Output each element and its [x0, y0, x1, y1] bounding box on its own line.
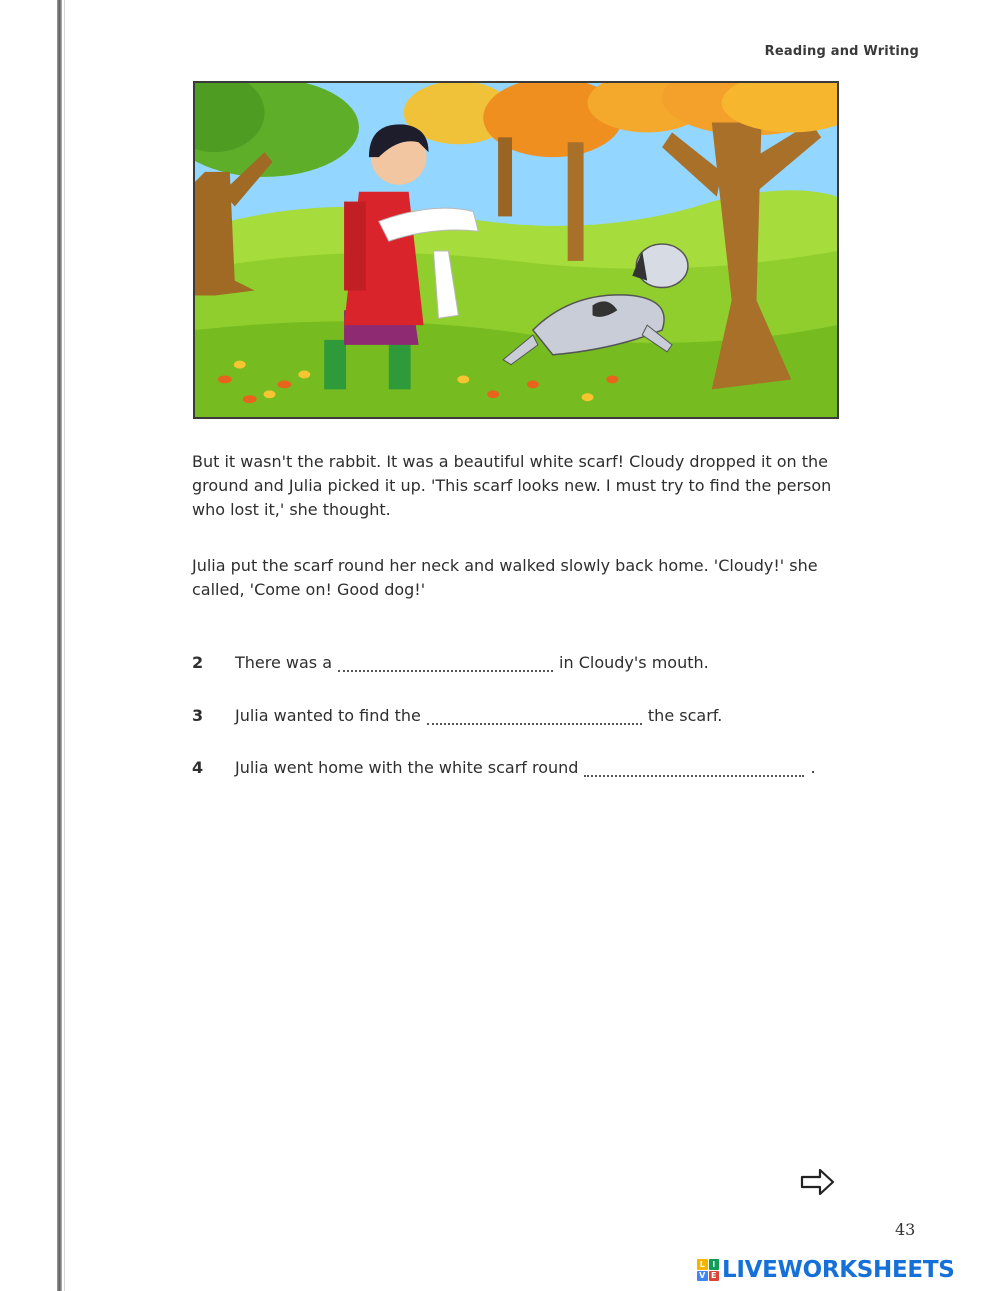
story-paragraph-1: But it wasn't the rabbit. It was a beautiful white scarf! Cloudy dropped it on the ground and Julia picked it up. 'This scarf looks new. I must try to find the person who lost it,' she thought.: [192, 452, 832, 519]
question-text-before: There was a: [235, 653, 333, 672]
question-text-before: Julia went home with the white scarf round: [235, 758, 579, 777]
logo-letter-v: V: [697, 1271, 708, 1282]
question-number: 4: [192, 758, 204, 777]
question-text-before: Julia wanted to find the: [235, 706, 421, 725]
logo-letter-e: E: [709, 1271, 720, 1282]
answer-input-3[interactable]: [427, 709, 642, 725]
question-2: [192, 651, 852, 675]
question-number: 3: [192, 706, 204, 725]
liveworksheets-icon: [697, 1259, 719, 1281]
logo-letter-i: I: [709, 1259, 720, 1270]
question-text-after: the scarf.: [647, 706, 723, 725]
park-scene-illustration: [193, 81, 839, 419]
liveworksheets-logo[interactable]: [697, 1256, 954, 1284]
page-binding-shadow: [57, 0, 62, 1291]
answer-input-2[interactable]: [338, 656, 553, 672]
arrow-right-icon[interactable]: [800, 1167, 836, 1197]
question-number: 2: [192, 653, 204, 672]
page-number: 43: [895, 1220, 916, 1239]
page-binding-highlight: [64, 0, 65, 1291]
question-4: [192, 756, 852, 780]
question-text-after: .: [810, 758, 816, 777]
question-3: [192, 704, 852, 728]
question-text-after: in Cloudy's mouth.: [559, 653, 709, 672]
answer-input-4[interactable]: [584, 761, 804, 777]
logo-letter-l: L: [697, 1259, 708, 1270]
story-paragraph-2: Julia put the scarf round her neck and walked slowly back home. 'Cloudy!' she called, 'Come on! Good dog!': [192, 556, 818, 599]
liveworksheets-wordmark: LIVEWORKSHEETS: [722, 1257, 955, 1283]
section-title: Reading and Writing: [764, 44, 919, 59]
